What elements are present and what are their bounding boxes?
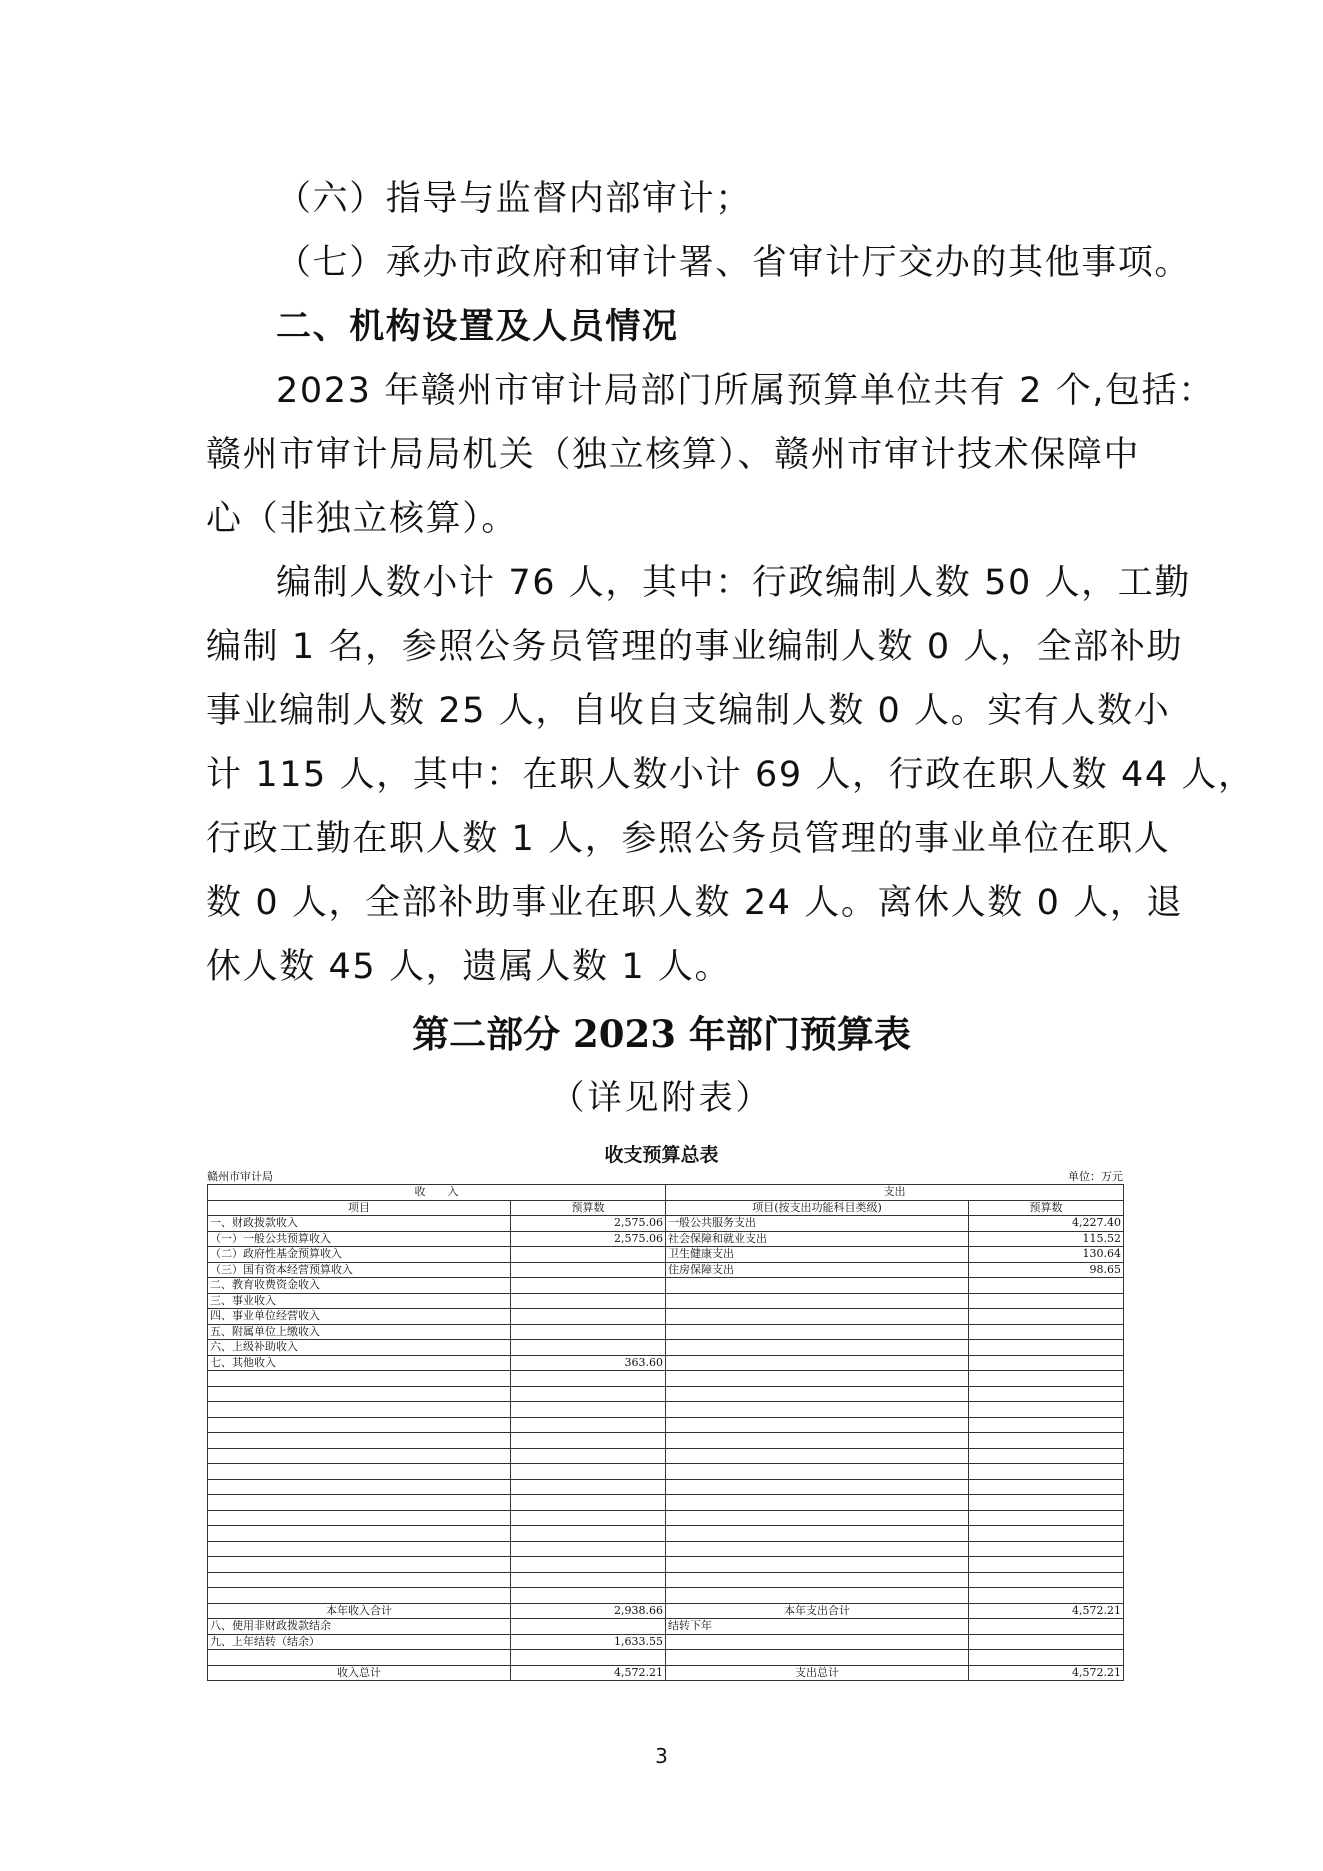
row9-label: 九、上年结转（结余） <box>208 1634 511 1650</box>
out-item <box>666 1324 969 1340</box>
out-val <box>969 1324 1124 1340</box>
empty-cell <box>969 1402 1124 1418</box>
empty-cell <box>208 1541 511 1557</box>
table-row <box>208 1526 1124 1542</box>
empty-cell <box>666 1495 969 1511</box>
empty-cell <box>969 1479 1124 1495</box>
empty-cell <box>511 1448 666 1464</box>
out-item <box>666 1355 969 1371</box>
in-val <box>511 1278 666 1294</box>
table-group-header <box>208 1185 1124 1201</box>
table-row <box>208 1510 1124 1526</box>
empty-cell <box>666 1417 969 1433</box>
in-val <box>511 1262 666 1278</box>
total-in-label: 本年收入合计 <box>208 1603 511 1619</box>
total-in-val: 2,938.66 <box>511 1603 666 1619</box>
empty-cell <box>208 1510 511 1526</box>
empty-cell <box>666 1479 969 1495</box>
empty-cell <box>969 1526 1124 1542</box>
table-row <box>208 1634 1124 1650</box>
paragraph-line: 数 0 人，全部补助事业在职人数 24 人。离休人数 0 人，退 <box>206 883 1184 923</box>
grand-in-label: 收入总计 <box>208 1665 511 1681</box>
out-item <box>666 1278 969 1294</box>
table-row <box>208 1324 1124 1340</box>
empty-cell <box>969 1386 1124 1402</box>
table-row <box>208 1402 1124 1418</box>
carry-out-label: 结转下年 <box>666 1619 969 1635</box>
empty-cell <box>511 1541 666 1557</box>
table-row <box>208 1464 1124 1480</box>
empty-cell <box>208 1402 511 1418</box>
out-val: 130.64 <box>969 1247 1124 1263</box>
empty-cell <box>666 1634 969 1650</box>
table-row <box>208 1262 1124 1278</box>
paragraph-line: 心（非独立核算）。 <box>206 499 518 539</box>
out-val <box>969 1293 1124 1309</box>
section-heading: 二、机构设置及人员情况 <box>276 307 679 347</box>
table-row <box>208 1417 1124 1433</box>
out-val: 115.52 <box>969 1231 1124 1247</box>
budget-table <box>207 1184 1124 1681</box>
paragraph-line: 行政工勤在职人数 1 人，参照公务员管理的事业单位在职人 <box>206 819 1171 859</box>
in-val: 2,575.06 <box>511 1216 666 1232</box>
table-column-header <box>208 1200 1124 1216</box>
empty-cell <box>208 1479 511 1495</box>
table-title: 收支预算总表 <box>604 1144 719 1166</box>
empty-cell <box>969 1572 1124 1588</box>
out-val <box>969 1355 1124 1371</box>
out-val <box>969 1309 1124 1325</box>
page-number: 3 <box>655 1744 668 1768</box>
out-item <box>666 1340 969 1356</box>
expense-header: 支出 <box>666 1185 1124 1201</box>
empty-cell <box>969 1588 1124 1604</box>
empty-cell <box>511 1464 666 1480</box>
empty-cell <box>666 1402 969 1418</box>
table-row <box>208 1433 1124 1449</box>
in-val: 2,575.06 <box>511 1231 666 1247</box>
table-row <box>208 1231 1124 1247</box>
empty-cell <box>511 1526 666 1542</box>
table-row <box>208 1588 1124 1604</box>
item-six: （六）指导与监督内部审计； <box>276 179 752 219</box>
empty-cell <box>666 1464 969 1480</box>
empty-cell <box>511 1371 666 1387</box>
out-val <box>969 1278 1124 1294</box>
table-row <box>208 1340 1124 1356</box>
empty-cell <box>208 1650 511 1666</box>
table-row <box>208 1572 1124 1588</box>
paragraph-line: 事业编制人数 25 人，自收自支编制人数 0 人。实有人数小 <box>206 691 1171 731</box>
table-row <box>208 1650 1124 1666</box>
empty-cell <box>969 1448 1124 1464</box>
table-row <box>208 1216 1124 1232</box>
empty-cell <box>208 1526 511 1542</box>
in-val <box>511 1324 666 1340</box>
table-row <box>208 1557 1124 1573</box>
empty-cell <box>511 1433 666 1449</box>
in-item: （三）国有资本经营预算收入 <box>208 1262 511 1278</box>
unit-owner: 赣州市审计局 <box>207 1170 273 1183</box>
section-title: 第二部分 2023 年部门预算表 <box>412 1012 911 1056</box>
table-row <box>208 1541 1124 1557</box>
empty-cell <box>969 1417 1124 1433</box>
empty-cell <box>666 1526 969 1542</box>
empty-cell <box>969 1495 1124 1511</box>
table-row <box>208 1386 1124 1402</box>
empty-cell <box>666 1588 969 1604</box>
empty-cell <box>208 1464 511 1480</box>
in-item: 二、教育收费资金收入 <box>208 1278 511 1294</box>
empty-cell <box>666 1650 969 1666</box>
grand-out-label: 支出总计 <box>666 1665 969 1681</box>
income-header: 收 入 <box>208 1185 666 1201</box>
empty-cell <box>208 1495 511 1511</box>
table-row <box>208 1278 1124 1294</box>
col-exp-item: 项目(按支出功能科目类级) <box>666 1200 969 1216</box>
table-row <box>208 1603 1124 1619</box>
empty-cell <box>511 1386 666 1402</box>
table-row <box>208 1355 1124 1371</box>
in-item: （一）一般公共预算收入 <box>208 1231 511 1247</box>
empty-cell <box>969 1650 1124 1666</box>
in-item: 四、事业单位经营收入 <box>208 1309 511 1325</box>
in-val <box>511 1309 666 1325</box>
table-row <box>208 1619 1124 1635</box>
row9-val: 1,633.55 <box>511 1634 666 1650</box>
grand-out-val: 4,572.21 <box>969 1665 1124 1681</box>
table-row <box>208 1479 1124 1495</box>
empty-cell <box>208 1417 511 1433</box>
empty-cell <box>208 1588 511 1604</box>
paragraph-line: 编制人数小计 76 人，其中：行政编制人数 50 人，工勤 <box>276 563 1191 603</box>
empty-cell <box>208 1386 511 1402</box>
empty-cell <box>511 1588 666 1604</box>
empty-cell <box>969 1433 1124 1449</box>
out-item: 一般公共服务支出 <box>666 1216 969 1232</box>
table-row <box>208 1665 1124 1681</box>
in-val <box>511 1293 666 1309</box>
empty-cell <box>511 1402 666 1418</box>
empty-cell <box>969 1541 1124 1557</box>
row8-label: 八、使用非财政拨款结余 <box>208 1619 511 1635</box>
empty-cell <box>666 1541 969 1557</box>
empty-cell <box>511 1650 666 1666</box>
empty-cell <box>511 1417 666 1433</box>
out-item: 住房保障支出 <box>666 1262 969 1278</box>
table-row <box>208 1495 1124 1511</box>
carry-out-val <box>969 1619 1124 1635</box>
in-val: 363.60 <box>511 1355 666 1371</box>
paragraph-line: 2023 年赣州市审计局部门所属预算单位共有 2 个,包括： <box>276 371 1215 411</box>
table-body <box>208 1216 1124 1604</box>
paragraph-line: 休人数 45 人，遗属人数 1 人。 <box>206 947 732 987</box>
out-val: 4,227.40 <box>969 1216 1124 1232</box>
col-item: 项目 <box>208 1200 511 1216</box>
empty-cell <box>969 1510 1124 1526</box>
empty-cell <box>666 1448 969 1464</box>
in-item: 三、事业收入 <box>208 1293 511 1309</box>
empty-cell <box>666 1572 969 1588</box>
total-out-val: 4,572.21 <box>969 1603 1124 1619</box>
out-item: 卫生健康支出 <box>666 1247 969 1263</box>
table-row <box>208 1247 1124 1263</box>
empty-cell <box>511 1557 666 1573</box>
section-subtitle: （详见附表） <box>550 1078 773 1118</box>
empty-cell <box>666 1371 969 1387</box>
empty-cell <box>666 1386 969 1402</box>
empty-cell <box>208 1572 511 1588</box>
in-val <box>511 1340 666 1356</box>
empty-cell <box>969 1557 1124 1573</box>
empty-cell <box>969 1371 1124 1387</box>
empty-cell <box>208 1371 511 1387</box>
empty-cell <box>511 1572 666 1588</box>
empty-cell <box>666 1557 969 1573</box>
in-item: 六、上级补助收入 <box>208 1340 511 1356</box>
empty-cell <box>208 1557 511 1573</box>
paragraph-line: 编制 1 名，参照公务员管理的事业编制人数 0 人，全部补助 <box>206 627 1184 667</box>
empty-cell <box>511 1495 666 1511</box>
body-text <box>206 167 1255 999</box>
in-item: 一、财政拨款收入 <box>208 1216 511 1232</box>
empty-cell <box>511 1479 666 1495</box>
in-item: 七、其他收入 <box>208 1355 511 1371</box>
table-row <box>208 1448 1124 1464</box>
in-item: 五、附属单位上缴收入 <box>208 1324 511 1340</box>
empty-cell <box>511 1510 666 1526</box>
table-row <box>208 1309 1124 1325</box>
row8-val <box>511 1619 666 1635</box>
item-seven: （七）承办市政府和审计署、省审计厅交办的其他事项。 <box>276 243 1192 283</box>
total-out-label: 本年支出合计 <box>666 1603 969 1619</box>
in-item: （二）政府性基金预算收入 <box>208 1247 511 1263</box>
out-item <box>666 1293 969 1309</box>
paragraph-line: 计 115 人，其中：在职人数小计 69 人，行政在职人数 44 人， <box>206 755 1255 795</box>
empty-cell <box>208 1433 511 1449</box>
col-exp-budget: 预算数 <box>969 1200 1124 1216</box>
empty-cell <box>666 1510 969 1526</box>
col-budget: 预算数 <box>511 1200 666 1216</box>
unit-label: 单位：万元 <box>1068 1170 1123 1183</box>
empty-cell <box>666 1433 969 1449</box>
paragraph-line: 赣州市审计局局机关（独立核算）、赣州市审计技术保障中 <box>206 435 1141 475</box>
table-row <box>208 1293 1124 1309</box>
out-val <box>969 1340 1124 1356</box>
in-val <box>511 1247 666 1263</box>
empty-cell <box>208 1448 511 1464</box>
out-val: 98.65 <box>969 1262 1124 1278</box>
out-item: 社会保障和就业支出 <box>666 1231 969 1247</box>
out-item <box>666 1309 969 1325</box>
table-row <box>208 1371 1124 1387</box>
empty-cell <box>969 1634 1124 1650</box>
grand-in-val: 4,572.21 <box>511 1665 666 1681</box>
empty-cell <box>969 1464 1124 1480</box>
